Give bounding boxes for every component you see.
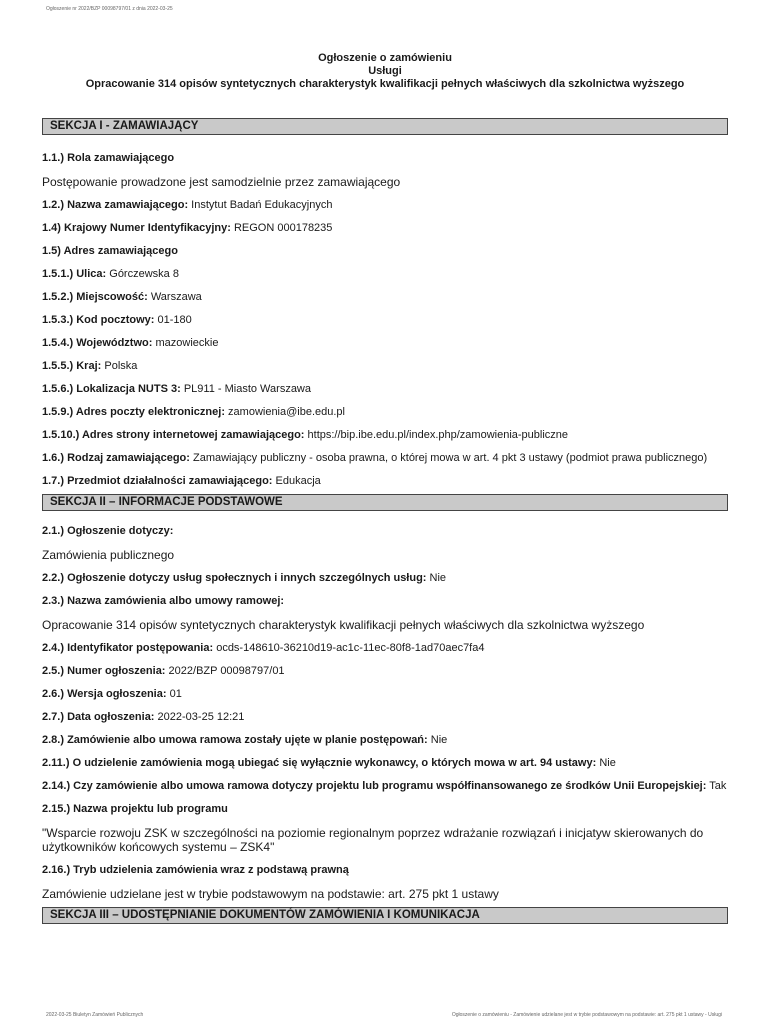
field-value: Górczewska 8 — [106, 268, 179, 280]
field-row — [42, 864, 728, 877]
field-label: 2.5.) Numer ogłoszenia: — [42, 665, 166, 677]
field-value: mazowieckie — [152, 337, 219, 349]
field-row — [42, 525, 728, 538]
section-paragraph: Zamówienie udzielane jest w trybie podstawowym na podstawie: art. 275 pkt 1 ustawy — [42, 887, 499, 901]
field-label: 1.5.9.) Adres poczty elektronicznej: — [42, 406, 225, 418]
field-row — [42, 780, 728, 793]
field-row — [42, 245, 728, 258]
field-value: 01 — [166, 688, 182, 700]
field-row — [42, 452, 728, 465]
footer-left: 2022-03-25 Biuletyn Zamówień Publicznych — [46, 1012, 144, 1018]
field-row — [42, 406, 728, 419]
field-label: 1.5.6.) Lokalizacja NUTS 3: — [42, 383, 181, 395]
section — [42, 118, 728, 494]
field-label: 1.1.) Rola zamawiającego — [42, 152, 175, 164]
field-value: Instytut Badań Edukacyjnych — [188, 199, 333, 211]
document-body — [42, 118, 728, 924]
field-value: Nie — [596, 757, 616, 769]
field-row — [42, 291, 728, 304]
field-row — [42, 383, 728, 396]
document-header: Ogłoszenie nr 2022/BZP 00098797/01 z dnia 2022-03-25 — [46, 6, 173, 12]
section — [42, 494, 728, 907]
field-value: Zamawiający publiczny - osoba prawna, o której mowa w art. 4 pkt 3 ustawy (podmiot prawa publicznego) — [189, 452, 708, 464]
field-value: Warszawa — [147, 291, 202, 303]
field-row — [42, 222, 728, 235]
section-heading: SEKCJA I - ZAMAWIAJĄCY — [42, 118, 728, 135]
field-row — [42, 268, 728, 281]
field-row — [42, 757, 728, 770]
field-row — [42, 314, 728, 327]
title-line-3: Opracowanie 314 opisów syntetycznych charakterystyk kwalifikacji pełnych właściwych dla szkolnictwa wyższego — [85, 78, 685, 90]
section-paragraph: Zamówienia publicznego — [42, 548, 175, 562]
field-row — [42, 475, 728, 488]
field-row — [42, 337, 728, 350]
section-heading: SEKCJA III – UDOSTĘPNIANIE DOKUMENTÓW ZAMÓWIENIA I KOMUNIKACJA — [42, 907, 728, 924]
section-heading: SEKCJA II – INFORMACJE PODSTAWOWE — [42, 494, 728, 511]
field-value: Nie — [427, 734, 448, 746]
field-label: 2.8.) Zamówienie albo umowa ramowa zostały ujęte w planie postępowań: — [42, 734, 428, 746]
field-value: 2022-03-25 12:21 — [154, 711, 245, 723]
footer-right: Ogłoszenie o zamówieniu - Zamówienie udzielane jest w trybie podstawowym na podstawie: art. 275 pkt 1 ustawy - Usługi — [451, 1012, 722, 1018]
section — [42, 907, 728, 924]
document-title — [40, 52, 730, 91]
field-row — [42, 642, 728, 655]
field-value: PL911 - Miasto Warszawa — [180, 383, 311, 395]
field-value: 01-180 — [154, 314, 192, 326]
field-label: 2.1.) Ogłoszenie dotyczy: — [42, 525, 174, 537]
field-label: 1.5.5.) Kraj: — [42, 360, 102, 372]
field-label: 2.2.) Ogłoszenie dotyczy usług społecznych i innych szczególnych usług: — [42, 572, 427, 584]
field-value: https://bip.ibe.edu.pl/index.php/zamowienia-publiczne — [304, 429, 569, 441]
field-label: 1.2.) Nazwa zamawiającego: — [42, 199, 189, 211]
field-row — [42, 803, 728, 816]
field-label: 2.16.) Tryb udzielenia zamówienia wraz z podstawą prawną — [42, 864, 349, 876]
field-value: Nie — [426, 572, 447, 584]
field-row — [42, 595, 728, 608]
field-value: REGON 000178235 — [230, 222, 333, 234]
field-label: 2.3.) Nazwa zamówienia albo umowy ramowej: — [42, 595, 285, 607]
field-label: 1.5) Adres zamawiającego — [42, 245, 178, 257]
field-label: 1.4) Krajowy Numer Identyfikacyjny: — [42, 222, 231, 234]
field-label: 2.14.) Czy zamówienie albo umowa ramowa dotyczy projektu lub programu współfinansowanego ze środków Unii Europejskiej: — [42, 780, 707, 792]
field-value: zamowienia@ibe.edu.pl — [224, 406, 345, 418]
field-row — [42, 734, 728, 747]
title-line-1: Ogłoszenie o zamówieniu — [318, 52, 452, 64]
field-label: 1.5.3.) Kod pocztowy: — [42, 314, 155, 326]
field-value: Tak — [706, 780, 727, 792]
field-row — [42, 688, 728, 701]
field-row — [42, 711, 728, 724]
field-row — [42, 572, 728, 585]
field-label: 1.7.) Przedmiot działalności zamawiającego: — [42, 475, 273, 487]
field-label: 2.11.) O udzielenie zamówienia mogą ubiegać się wyłącznie wykonawcy, o których mowa w art. 94 ustawy: — [42, 757, 597, 769]
field-value: Polska — [101, 360, 138, 372]
field-label: 2.6.) Wersja ogłoszenia: — [42, 688, 167, 700]
field-label: 1.5.10.) Adres strony internetowej zamawiającego: — [42, 429, 305, 441]
field-row — [42, 665, 728, 678]
field-value: ocds-148610-36210d19-ac1c-11ec-80f8-1ad70aec7fa4 — [213, 642, 485, 654]
title-line-2: Usługi — [368, 65, 402, 77]
field-label: 1.6.) Rodzaj zamawiającego: — [42, 452, 190, 464]
field-label: 2.15.) Nazwa projektu lub programu — [42, 803, 228, 815]
field-label: 1.5.4.) Województwo: — [42, 337, 153, 349]
field-label: 2.7.) Data ogłoszenia: — [42, 711, 155, 723]
field-row — [42, 360, 728, 373]
field-row — [42, 152, 728, 165]
field-label: 1.5.1.) Ulica: — [42, 268, 107, 280]
field-value: Edukacja — [272, 475, 321, 487]
field-value: 2022/BZP 00098797/01 — [165, 665, 285, 677]
section-paragraph: Opracowanie 314 opisów syntetycznych charakterystyk kwalifikacji pełnych właściwych dla szkolnictwa wyższego — [42, 618, 645, 632]
section-paragraph: Postępowanie prowadzone jest samodzielnie przez zamawiającego — [42, 175, 401, 189]
field-row — [42, 199, 728, 212]
section-paragraph: "Wsparcie rozwoju ZSK w szczególności na poziomie regionalnym poprzez wdrażanie rozwiązań i inicjatyw skierowanych do użytkowników końcowych systemu – ZSK4" — [42, 826, 704, 854]
field-label: 2.4.) Identyfikator postępowania: — [42, 642, 214, 654]
field-label: 1.5.2.) Miejscowość: — [42, 291, 148, 303]
field-row — [42, 429, 728, 442]
